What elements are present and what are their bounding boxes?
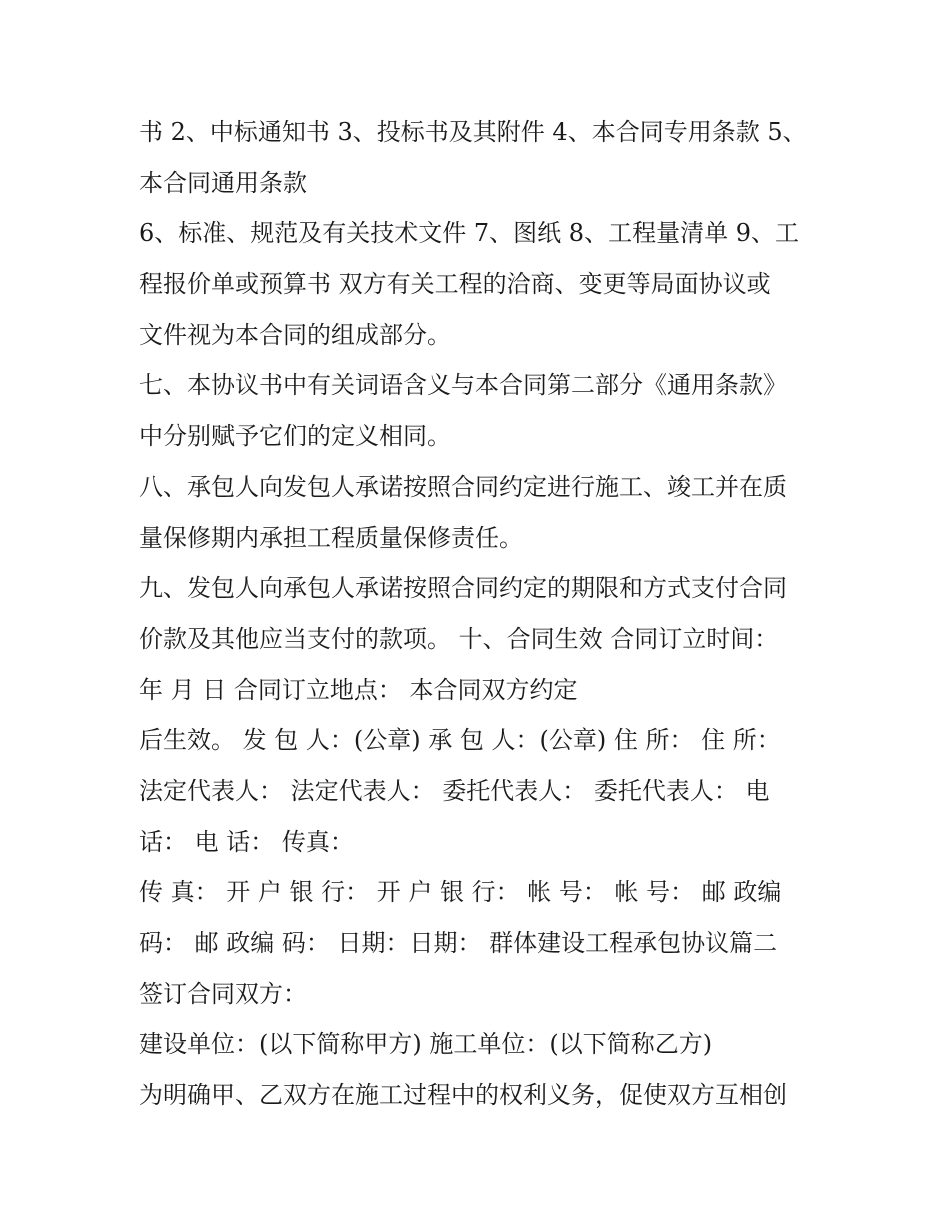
text-line: 6、标准、规范及有关技术文件 7、图纸 8、工程量清单 9、工: [139, 219, 799, 248]
text-line: 文件视为本合同的组成部分。: [139, 320, 451, 349]
text-line: 八、承包人向发包人承诺按照合同约定进行施工、竣工并在质: [139, 472, 787, 501]
document-body: [139, 107, 819, 1121]
text-line: 话： 电 话： 传真：: [139, 827, 354, 856]
text-line: 书 2、中标通知书 3、投标书及其附件 4、本合同专用条款 5、: [139, 118, 807, 146]
text-line: 本合同通用条款: [139, 168, 307, 197]
text-line: 程报价单或预算书 双方有关工程的洽商、变更等局面协议或: [139, 270, 771, 299]
text-line: 码： 邮 政编 码： 日期：日期： 群体建设工程承包协议篇二: [139, 929, 778, 957]
text-line: 法定代表人： 法定代表人： 委托代表人： 委托代表人： 电: [139, 776, 770, 805]
text-line: 后生效。 发 包 人：(公章) 承 包 人：(公章) 住 所： 住 所：: [139, 726, 781, 755]
text-line: 签订合同双方：: [139, 979, 307, 1008]
text-line: 传 真： 开 户 银 行： 开 户 银 行： 帐 号： 帐 号： 邮 政编: [139, 878, 782, 907]
text-line: 建设单位：(以下简称甲方) 施工单位：(以下简称乙方): [139, 1030, 713, 1059]
text-line: 中分别赋予它们的定义相同。: [139, 422, 451, 451]
text-line: 价款及其他应当支付的款项。 十、合同生效 合同订立时间：: [139, 624, 779, 653]
text-line: 年 月 日 合同订立地点： 本合同双方约定: [139, 675, 578, 704]
text-line: 七、本协议书中有关词语含义与本合同第二部分《通用条款》: [139, 371, 787, 400]
text-line: 九、发包人向承包人承诺按照合同约定的期限和方式支付合同: [139, 574, 787, 603]
text-line: 为明确甲、乙双方在施工过程中的权利义务，促使双方互相创: [139, 1081, 787, 1110]
text-line: 量保修期内承担工程质量保修责任。: [139, 523, 523, 552]
